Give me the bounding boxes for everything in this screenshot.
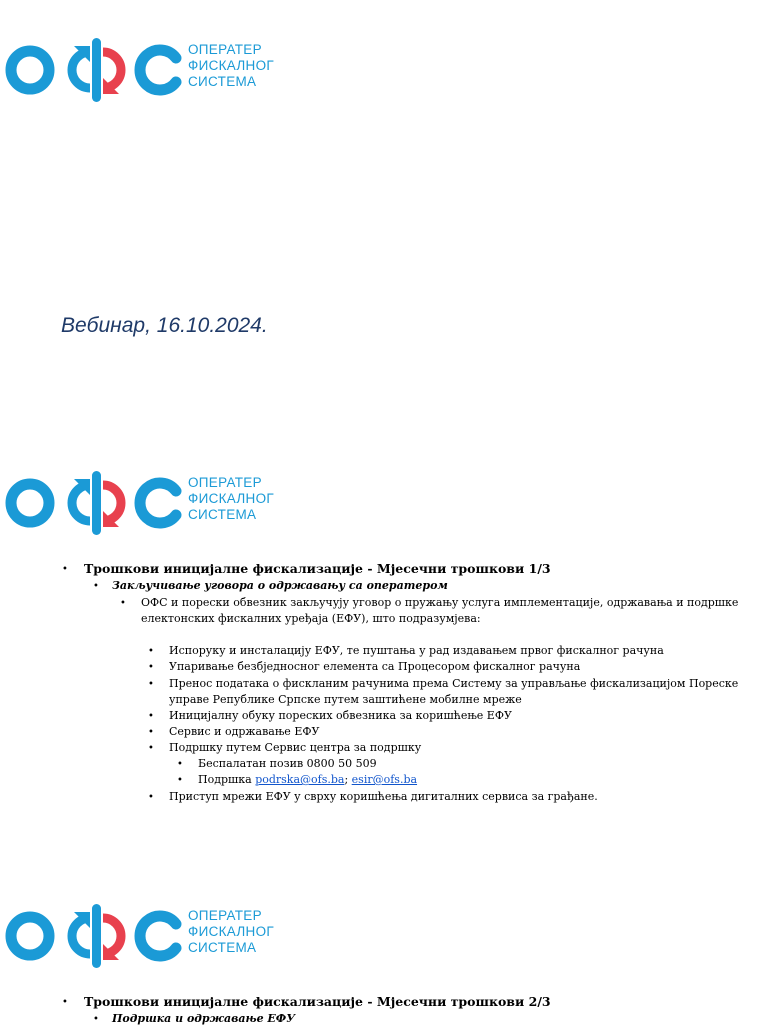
email-link-podrska[interactable]: podrska@ofs.ba [255,773,345,786]
list-item: Приступ мрежи ЕФУ у сврху коришћења дигиталних сервиса за грађане. [169,790,598,803]
ofs-logo-mark [4,469,184,537]
bullet-icon: • [148,792,154,803]
bullet-icon: • [62,564,68,575]
list-item-continuation: управе Републике Српске путем заштићене мобилне мреже [169,693,522,706]
bullet-icon: • [177,759,183,770]
webinar-title: Вебинар, 16.10.2024. [61,314,268,337]
ofs-logo [4,469,294,537]
bullet-icon: • [177,775,183,786]
email-link-esir[interactable]: esir@ofs.ba [351,773,418,786]
logo-line-2: ФИСКАЛНОГ [188,924,275,939]
email-separator: ; [344,773,352,786]
bullet-icon: • [148,662,154,673]
intro-text-line-1: ОФС и порески обвезник закључују уговор о пружању услуга имплементације, одржавања и подршке [141,596,739,609]
ofs-logo [4,36,294,104]
bullet-icon: • [148,679,154,690]
section-subheading: Подршка и одржавање ЕФУ [112,1012,296,1025]
bullet-icon: • [93,581,99,592]
ofs-logo-mark [4,36,184,104]
sub-list-item-free-call: Беспалатан позив 0800 50 509 [198,757,377,770]
list-item: Пренос података о фискланим рачунима према Систему за управљање фискализацијом Пореске [169,677,739,690]
section-heading: Трошкови иницијалне фискализације - Мјесечни трошкови 1/3 [84,561,551,576]
support-label: Подршка [198,773,256,786]
bullet-icon: • [148,711,154,722]
section-subheading: Закључивање уговора о одржавању са оператером [112,579,448,592]
bullet-icon: • [148,727,154,738]
logo-line-1: ОПЕРАТЕР [188,42,262,57]
logo-line-2: ФИСКАЛНОГ [188,491,275,506]
list-item: Испоруку и инсталацију ЕФУ, те пуштања у рад издавањем првог фискалног рачуна [169,644,664,657]
ofs-logo-mark [4,902,184,970]
logo-line-1: ОПЕРАТЕР [188,908,262,923]
ofs-logo-text [188,475,274,523]
list-item: Сервис и одржавање ЕФУ [169,725,320,738]
bullet-icon: • [93,1014,99,1025]
ofs-logo-text [188,908,274,956]
sub-list-item-support [198,772,417,788]
ofs-logo [4,902,294,970]
bullet-icon: • [120,598,126,609]
list-item: Иницијалну обуку пореских обвезника за коришћење ЕФУ [169,709,512,722]
ofs-logo-text [188,42,274,90]
section-heading: Трошкови иницијалне фискализације - Мјесечни трошкови 2/3 [84,994,551,1009]
bullet-icon: • [148,743,154,754]
logo-line-2: ФИСКАЛНОГ [188,58,275,73]
logo-line-3: СИСТЕМА [188,507,257,522]
bullet-icon: • [62,997,68,1008]
bullet-icon: • [148,646,154,657]
logo-line-1: ОПЕРАТЕР [188,475,262,490]
logo-line-3: СИСТЕМА [188,940,257,955]
list-item: Подршку путем Сервис центра за подршку [169,741,422,754]
intro-text-line-2: електонских фискалних уређаја (ЕФУ), што подразумјева: [141,612,481,625]
logo-line-3: СИСТЕМА [188,74,257,89]
list-item: Упаривање безбједносног елемента са Процесором фискалног рачуна [169,660,581,673]
